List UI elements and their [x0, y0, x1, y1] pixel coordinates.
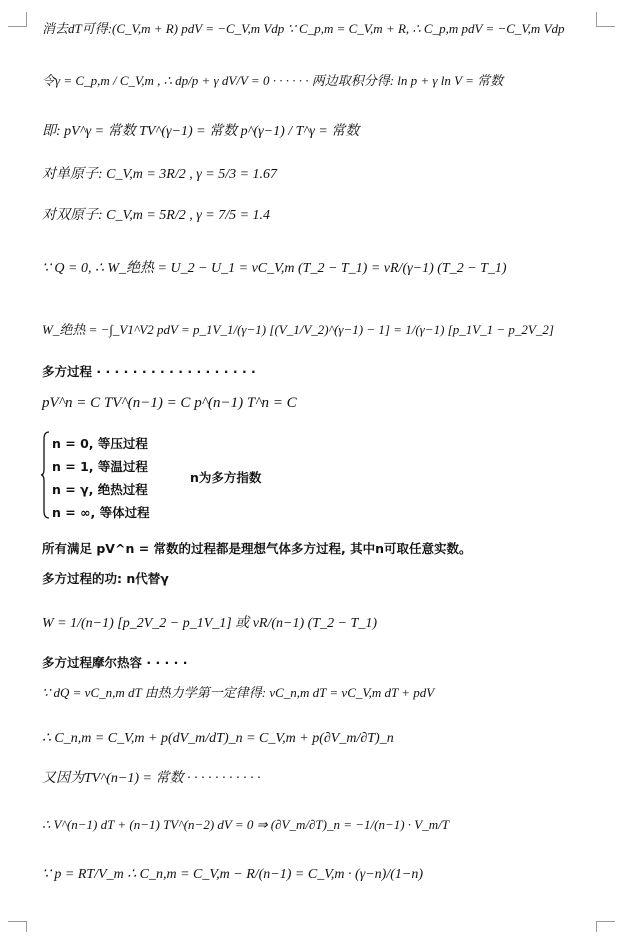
- adiabatic-relations: 即: pV^γ = 常数 TV^(γ−1) = 常数 p^(γ−1) / T^γ = 常数: [42, 124, 360, 139]
- crop-mark-bottom-left: [8, 921, 27, 932]
- case-isothermal: n = 1, 等温过程: [52, 459, 148, 474]
- polytropic-work-equation: W = 1/(n−1) [p_2V_2 − p_1V_1] 或 νR/(n−1) (T_2 − T_1): [42, 616, 377, 631]
- crop-mark-top-left: [8, 12, 27, 27]
- gamma-definition-equation: 令γ = C_p,m / C_V,m , ∴ dp/p + γ dV/V = 0 · · · · · · 两边取积分得: ln p + γ ln V = 常数: [42, 73, 504, 88]
- polytropic-definition-sentence: 所有满足 pV^n = 常数的过程都是理想气体多方过程, 其中n可取任意实数。: [42, 541, 472, 556]
- eliminate-dt-equation: 消去dT可得:(C_V,m + R) pdV = −C_V,m Vdp ∵ C_p,m = C_V,m + R, ∴ C_p,m pdV = −C_V,m Vdp: [42, 21, 565, 36]
- adiabatic-work-from-energy: ∵ Q = 0, ∴ W_绝热 = U_2 − U_1 = νC_V,m (T_2 − T_1) = νR/(γ−1) (T_2 − T_1): [42, 261, 507, 276]
- case-isochoric: n = ∞, 等体过程: [52, 505, 150, 520]
- case-adiabatic: n = γ, 绝热过程: [52, 482, 148, 497]
- cases-brace: [40, 431, 50, 519]
- diatomic-values: 对双原子: C_V,m = 5R/2 , γ = 7/5 = 1.4: [42, 208, 271, 223]
- polytropic-index-note: n为多方指数: [190, 470, 262, 485]
- first-law-equation: ∵ dQ = νC_n,m dT 由热力学第一定律得: νC_n,m dT = νC_V,m dT + pdV: [42, 685, 435, 700]
- case-isobaric: n = 0, 等压过程: [52, 436, 148, 451]
- polytropic-relations: pV^n = C TV^(n−1) = C p^(n−1) T^n = C: [42, 395, 297, 411]
- adiabatic-work-integral: W_绝热 = −∫_V1^V2 pdV = p_1V_1/(γ−1) [(V_1/V_2)^(γ−1) − 1] = 1/(γ−1) [p_1V_1 − p_2V_2]: [42, 322, 554, 337]
- polytropic-work-heading: 多方过程的功: n代替γ: [42, 571, 169, 586]
- constant-condition-line: 又因为TV^(n−1) = 常数 · · · · · · · · · · ·: [42, 771, 261, 786]
- partial-derivative-equation: ∴ V^(n−1) dT + (n−1) TV^(n−2) dV = 0 ⇒ (∂V_m/∂T)_n = −1/(n−1) · V_m/T: [42, 817, 449, 832]
- molar-heat-derivative-equation: ∴ C_n,m = C_V,m + p(dV_m/dT)_n = C_V,m + p(∂V_m/∂T)_n: [42, 731, 394, 746]
- monatomic-values: 对单原子: C_V,m = 3R/2 , γ = 5/3 = 1.67: [42, 167, 278, 182]
- polytropic-heading: 多方过程 · · · · · · · · · · · · · · · · · ·: [42, 364, 256, 379]
- crop-mark-top-right: [596, 12, 615, 27]
- crop-mark-bottom-right: [596, 921, 615, 932]
- final-molar-heat-equation: ∵ p = RT/V_m ∴ C_n,m = C_V,m − R/(n−1) = C_V,m · (γ−n)/(1−n): [42, 867, 423, 882]
- polytropic-molar-heat-heading: 多方过程摩尔热容 · · · · ·: [42, 655, 188, 670]
